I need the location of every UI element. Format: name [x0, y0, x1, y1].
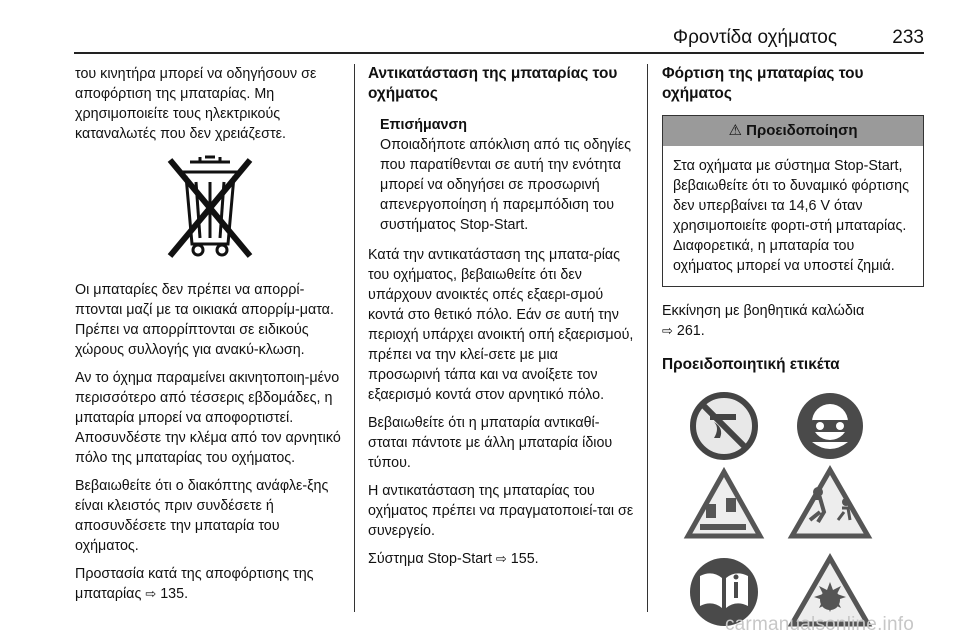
same-type-paragraph: Βεβαιωθείτε ότι η μπαταρία αντικαθί-σταται πάντοτε με άλλη μπαταρία ίδιου τύπου.: [368, 415, 613, 471]
reference-arrow-icon: ⇨: [495, 551, 507, 566]
warning-header: [663, 116, 923, 146]
ignition-paragraph: Βεβαιωθείτε ότι ο διακόπτης ανάφλε-ξης είναι κλειστός πριν συνδέσετε ή αποσυνδέσετε την μπαταρία του οχήματος.: [75, 478, 329, 554]
warning-title: Προειδοποίηση: [746, 122, 858, 139]
page-number: 233: [892, 27, 924, 48]
column-divider: [647, 64, 648, 612]
column-divider: [354, 64, 355, 612]
no-smoking-icon: [693, 395, 755, 457]
note-text: Οποιαδήποτε απόκλιση από τις οδηγίες που παρατίθενται σε αυτή την ενότητα μπορεί να οδηγήσει σε προσωρινή απενεργοποίηση ή παρεμπόδιση του συστήματος Stop-Start.: [380, 137, 631, 233]
note-title: Επισήμανση: [380, 117, 467, 133]
protection-reference: Προστασία κατά της αποφόρτισης της μπαταρίας ⇨ 135.: [75, 566, 314, 602]
section-heading: Φόρτιση της μπαταρίας του οχήματος: [662, 65, 864, 102]
warning-text: Στα οχήματα με σύστημα Stop-Start, βεβαιωθείτε ότι το δυναμικό φόρτισης δεν υπερβαίνει τα 14,6 V όταν χρησιμοποιείτε φορτι-στή μπαταρίας. Διαφορετικά, η μπαταρία του οχήματος μπορεί να υποστεί ζημιά.: [673, 158, 909, 274]
storage-paragraph: Αν το όχημα παραμείνει ακινητοποιη-μένο περισσότερο από τέσσερις εβδομάδες, η μπαταρία μπορεί να αποφορτιστεί. Αποσυνδέστε την κλέμα από τον αρνητικό πόλο της μπαταρίας του οχήματος.: [75, 370, 341, 466]
stop-start-reference: Σύστημα Stop-Start ⇨ 155.: [368, 551, 539, 567]
crossed-bin-icon: [160, 152, 260, 262]
column-1: [75, 64, 345, 612]
disposal-paragraph: Οι μπαταρίες δεν πρέπει να απορρί-πτονται μαζί με τα οικιακά απορρίμ-ματα. Πρέπει να απορρίπτονται σε ειδικούς χώρους συλλογής για ανακύ-κλωση.: [75, 282, 334, 358]
warning-label-image: [670, 386, 886, 634]
header-rule: [74, 52, 924, 54]
watermark: carmanualsonline.info: [724, 614, 914, 635]
reference-arrow-icon: ⇨: [145, 586, 157, 601]
page-link[interactable]: 261.: [676, 323, 705, 339]
page-header: [673, 27, 924, 49]
page-link[interactable]: 155.: [510, 551, 539, 567]
jump-start-reference: Εκκίνηση με βοηθητικά καλώδια ⇨ 261.: [662, 303, 865, 339]
label-heading: Προειδοποιητική ετικέτα: [662, 356, 840, 373]
reference-arrow-icon: ⇨: [662, 323, 673, 338]
column-2: [368, 64, 634, 577]
workshop-paragraph: Η αντικατάσταση της μπαταρίας του οχήματος πρέπει να πραγματοποιεί-ται σε συνεργείο.: [368, 483, 634, 539]
column-3: [662, 64, 924, 634]
note-block: [368, 115, 634, 235]
eye-protection-icon: [797, 393, 863, 459]
page-link[interactable]: 135.: [160, 586, 189, 602]
warning-triangle-icon: ⚠: [728, 122, 742, 139]
vent-paragraph: Κατά την αντικατάσταση της μπατα-ρίας του οχήματος, βεβαιωθείτε ότι δεν υπάρχουν ανοικτές οπές εξαερι-σμού κοντά στο θετικό πόλο. Εάν σε αυτή την περιοχή υπάρχει ανοικτή οπή εξαερισμού, πρέπει να την κλεί-σετε με μια προσωρινή τάπα και να ανοίξετε τον εξαερισμό κοντά στον αρνητικό πόλο.: [368, 247, 634, 403]
intro-paragraph: του κινητήρα μπορεί να οδηγήσουν σε αποφόρτιση της μπαταρίας. Μη χρησιμοποιείτε τους ηλεκτρικούς καταναλωτές που δεν χρειάζεστε.: [75, 66, 317, 142]
warning-box: [662, 115, 924, 287]
chapter-title: Φροντίδα οχήματος: [672, 27, 838, 48]
section-heading: Αντικατάσταση της μπαταρίας του οχήματος: [368, 65, 618, 102]
